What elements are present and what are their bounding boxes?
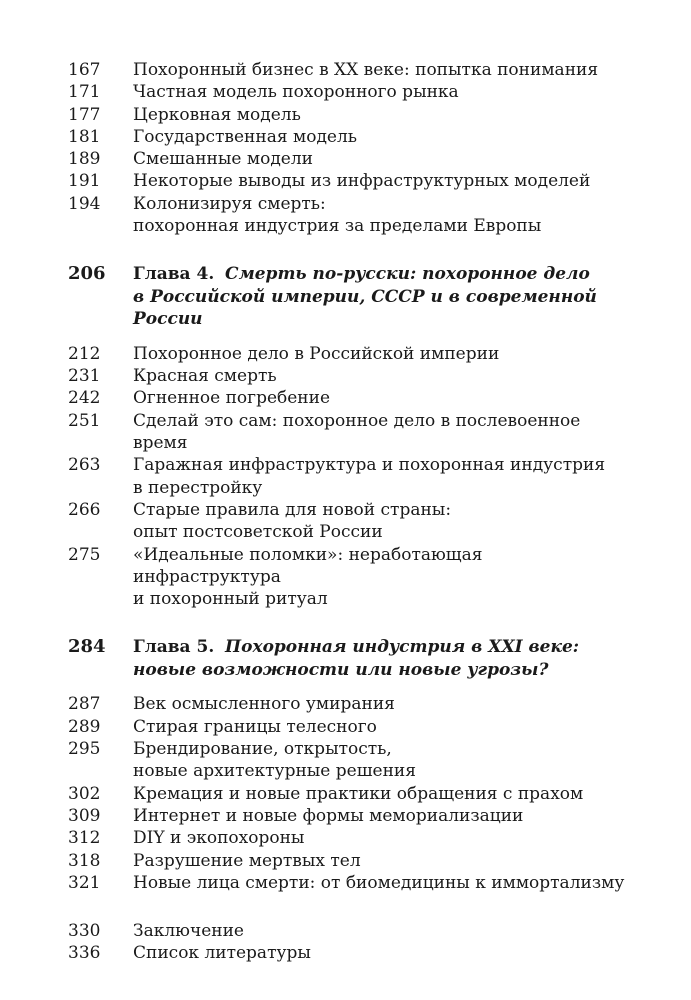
toc-entry (68, 920, 628, 942)
page-number: 263 (68, 455, 101, 476)
entry-title: Век осмысленного умирания (133, 694, 395, 715)
page-number: 266 (68, 499, 101, 520)
toc-entry (68, 805, 628, 827)
chapter-4-heading (68, 263, 628, 331)
entry-title: Кремация и новые практики обращения с прахом (133, 783, 584, 804)
toc-entry (68, 148, 628, 170)
entry-title: Разрушение мертвых тел (133, 850, 361, 871)
page-number: 212 (68, 343, 101, 364)
toc-entry (68, 387, 628, 409)
toc-entry (68, 59, 628, 81)
entry-title: Гаражная инфраструктура и похоронная индустрия в перестройку (133, 455, 606, 498)
page-number: 242 (68, 388, 101, 409)
page-number: 189 (68, 149, 101, 170)
chapter-label: Глава 5. (133, 637, 215, 658)
entry-title: DIY и экопохороны (133, 828, 305, 849)
chapter-5-heading (68, 636, 628, 681)
toc-entry (68, 827, 628, 849)
chapter-title-line: в Российской империи, СССР и в современной России (133, 286, 597, 330)
entry-title: Похоронный бизнес в XX веке: попытка понимания (133, 60, 599, 80)
entry-title: Смешанные модели (133, 149, 314, 170)
toc-entry (68, 872, 628, 894)
toc-entry (68, 693, 628, 715)
chapter-page-number: 206 (68, 263, 106, 285)
page-number: 191 (68, 171, 101, 192)
page-number: 318 (68, 850, 101, 871)
chapter-label: Глава 4. (133, 264, 215, 285)
toc-entry (68, 193, 628, 238)
toc-entry (68, 738, 628, 783)
entry-title: Заключение (133, 921, 244, 942)
page-number: 302 (68, 783, 101, 804)
page-number: 309 (68, 805, 101, 826)
entry-title: Стирая границы телесного (133, 716, 377, 737)
toc-entry (68, 499, 628, 544)
page-number: 171 (68, 82, 101, 103)
toc-entry (68, 850, 628, 872)
page-number: 321 (68, 872, 101, 893)
table-of-contents (68, 59, 628, 965)
toc-entry (68, 365, 628, 387)
entry-title: «Идеальные поломки»: неработающая инфраструктура и похоронный ритуал (133, 544, 483, 610)
chapter-title (133, 263, 628, 331)
page-number: 295 (68, 739, 101, 760)
entry-title: Похоронное дело в Российской империи (133, 343, 500, 364)
toc-section-end-matter (68, 920, 628, 965)
entry-title: Старые правила для новой страны: опыт постсоветской России (133, 499, 452, 543)
toc-section-chapter-5 (68, 693, 628, 894)
entry-title: Государственная модель (133, 126, 358, 147)
page-number: 231 (68, 366, 101, 387)
chapter-title-line: Похоронная индустрия в XXI веке: (225, 637, 580, 658)
page-number: 177 (68, 104, 101, 125)
toc-entry (68, 716, 628, 738)
page-number: 194 (68, 193, 101, 214)
toc-entry (68, 410, 628, 455)
toc-entry (68, 81, 628, 103)
entry-title: Огненное погребение (133, 388, 331, 409)
entry-title: Брендирование, открытость, новые архитектурные решения (133, 739, 416, 782)
page-number: 336 (68, 943, 101, 964)
chapter-page-number: 284 (68, 636, 106, 658)
page-number: 275 (68, 544, 101, 565)
page-number: 167 (68, 60, 101, 80)
page-number: 181 (68, 126, 101, 147)
page-number: 330 (68, 921, 101, 942)
toc-section-intro (68, 59, 628, 237)
entry-title: Сделай это сам: похоронное дело в послевоенное время (133, 410, 581, 454)
toc-entry (68, 343, 628, 365)
chapter-title-line: Смерть по-русски: похоронное дело (225, 264, 590, 285)
entry-title: Некоторые выводы из инфраструктурных моделей (133, 171, 591, 192)
entry-title: Церковная модель (133, 104, 301, 125)
page-number: 251 (68, 410, 101, 431)
entry-title: Интернет и новые формы мемориализации (133, 805, 524, 826)
chapter-title (133, 636, 628, 681)
toc-entry (68, 454, 628, 499)
toc-entry (68, 104, 628, 126)
toc-entry (68, 170, 628, 192)
toc-section-chapter-4 (68, 343, 628, 611)
entry-title: Колонизируя смерть: похоронная индустрия за пределами Европы (133, 193, 542, 237)
page-number: 312 (68, 828, 101, 849)
page-number: 287 (68, 694, 101, 715)
toc-entry (68, 544, 628, 611)
entry-title: Новые лица смерти: от биомедицины к иммортализму (133, 872, 625, 893)
toc-entry (68, 126, 628, 148)
toc-entry (68, 783, 628, 805)
entry-title: Список литературы (133, 943, 311, 964)
toc-entry (68, 942, 628, 964)
chapter-title-line: новые возможности или новые угрозы? (133, 659, 549, 680)
entry-title: Частная модель похоронного рынка (133, 82, 459, 103)
page-number: 289 (68, 716, 101, 737)
entry-title: Красная смерть (133, 366, 277, 387)
